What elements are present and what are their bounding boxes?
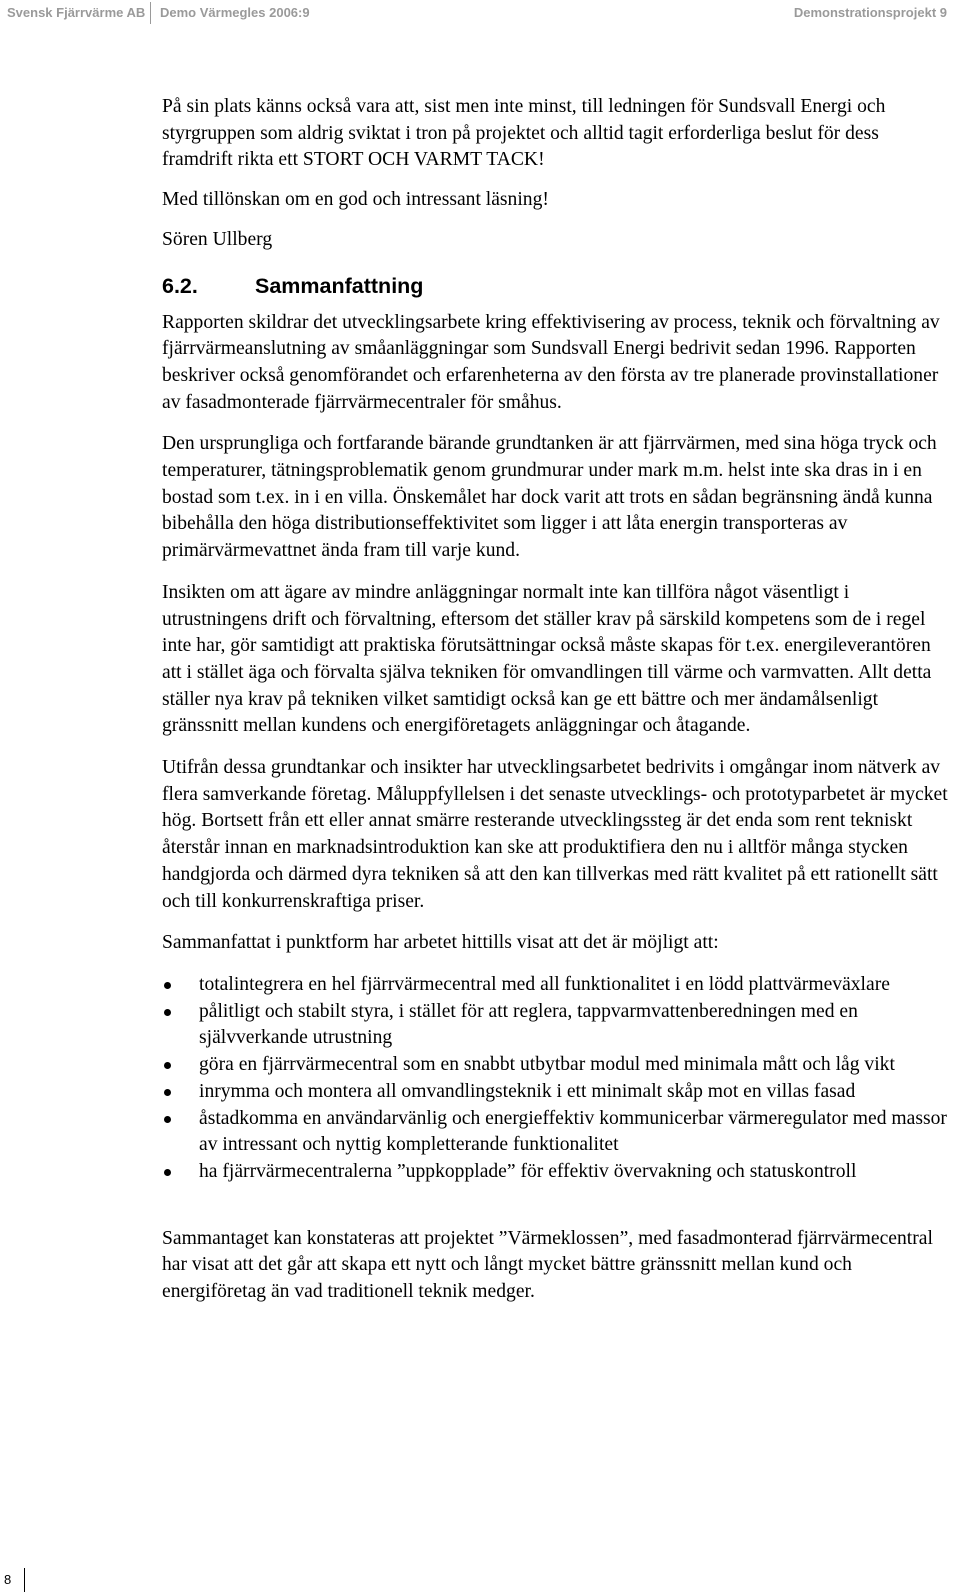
header-company: Svensk Fjärrvärme AB <box>7 5 146 20</box>
document-body <box>162 94 952 1306</box>
paragraph: Den ursprungliga och fortfarande bärande grundtanken är att fjärrvärmen, med sina höga tryck och temperaturer, tätningsproblematik genom grundmurar under mark m.m. helst inte ska dras in i en bostad som t.ex. in i en villa. Önskemålet har dock varit att trots en sådan begränsning ändå kunna bibehålla den höga distributionseffektivitet som ligger i att låta energin transporteras av primärvärmevattnet ända fram till varje kund. <box>162 433 937 562</box>
list-item <box>162 1079 952 1106</box>
header-divider <box>150 2 151 24</box>
page-header <box>0 0 960 44</box>
bullet-icon <box>164 1009 171 1016</box>
list-item <box>162 1106 952 1159</box>
thanks-paragraph: På sin plats känns också vara att, sist men inte minst, till ledningen för Sundsvall Energi och styrgruppen som aldrig sviktat i tron på projektet och alltid tagit erforderliga beslut för dess framdrift rikta ett STORT OCH VARMT TACK! <box>162 96 886 171</box>
section-number: 6.2. <box>162 273 198 298</box>
paragraph: Utifrån dessa grundtankar och insikter har utvecklingsarbetet bedrivits i omgångar inom nätverk av flera samverkande företag. Måluppfyllelsen i det senaste utvecklings- och prototyparbetet är mycket hög. Bortsett från ett eller annat smärre resterande utvecklingssteg är det enda som rent tekniskt återstår innan en marknadsintroduktion kan ske att produktifiera den nu i alltför många stycken handgjorda och därmed dyra tekniken så att den kan tillverkas med rätt kvalitet på ett rationellt sätt och till konkurrenskraftiga priser. <box>162 757 948 912</box>
footer-divider <box>24 1568 25 1592</box>
bullet-icon <box>164 1062 171 1069</box>
section-heading <box>162 273 952 299</box>
closing-paragraph: Sammantaget kan konstateras att projektet ”Värmeklossen”, med fasadmonterad fjärrvärmecentral har visat att det går att skapa ett nytt och långt mycket bättre gränssnitt mellan kund och energiföretag än vad traditionell teknik medger. <box>162 1227 933 1303</box>
bullet-icon <box>164 982 171 989</box>
bullet-icon <box>164 1169 171 1176</box>
signature: Sören Ullberg <box>162 228 273 250</box>
list-item-text: ha fjärrvärmecentralerna ”uppkopplade” för effektiv övervakning och statuskontroll <box>199 1160 857 1182</box>
list-item <box>162 972 952 999</box>
paragraph: Insikten om att ägare av mindre anläggningar normalt inte kan tillföra något väsentligt i utrustningens drift och förvaltning, eftersom det ställer krav på särskild kompetens som de i regel inte har, gör samtidigt att praktiska förutsättningar också måste skapas för t.ex. energileverantören att i stället äga och förvalta själva tekniken för omvandlingen till värme och varmvatten. Allt detta ställer nya krav på tekniken vilket samtidigt också kan ge ett bättre och mer ändamålsenligt gränssnitt mellan kundens och energiföretagets anläggningar och åtagande. <box>162 581 932 737</box>
bullet-intro: Sammanfattat i punktform har arbetet hittills visat att det är möjligt att: <box>162 932 719 954</box>
list-item-text: totalintegrera en hel fjärrvärmecentral med all funktionalitet i en lödd plattvärmeväxlare <box>199 973 890 995</box>
list-item <box>162 1159 952 1186</box>
header-project: Demonstrationsprojekt 9 <box>793 5 947 20</box>
list-item <box>162 999 952 1052</box>
header-document-id: Demo Värmegles 2006:9 <box>160 5 310 20</box>
wish-line: Med tillönskan om en god och intressant läsning! <box>162 189 549 211</box>
paragraph: Rapporten skildrar det utvecklingsarbete kring effektivisering av process, teknik och förvaltning av fjärrvärmeanslutning av småanläggningar som Sundsvall Energi bedrivit sedan 1996. Rapporten beskriver också genomförandet och erfarenheterna av den första av tre planerade provinstallationer av fasadmonterade fjärrvärmecentraler för småhus. <box>162 311 940 413</box>
list-item-text: inrymma och montera all omvandlingsteknik i ett minimalt skåp mot en villas fasad <box>199 1080 856 1102</box>
bullet-list <box>162 972 952 1186</box>
bullet-icon <box>164 1116 171 1123</box>
list-item <box>162 1052 952 1079</box>
list-item-text: göra en fjärrvärmecentral som en snabbt utbytbar modul med minimala mått och låg vikt <box>199 1054 895 1076</box>
bullet-icon <box>164 1089 171 1096</box>
list-item-text: pålitligt och stabilt styra, i stället för att reglera, tappvarmvattenberedningen med en självverkande utrustning <box>199 1000 858 1049</box>
section-title: Sammanfattning <box>255 273 424 298</box>
page-number: 8 <box>4 1572 12 1587</box>
list-item-text: åstadkomma en användarvänlig och energieffektiv kommunicerbar värmeregulator med massor av intressant och nyttig kompletterande funktionalitet <box>199 1107 947 1156</box>
